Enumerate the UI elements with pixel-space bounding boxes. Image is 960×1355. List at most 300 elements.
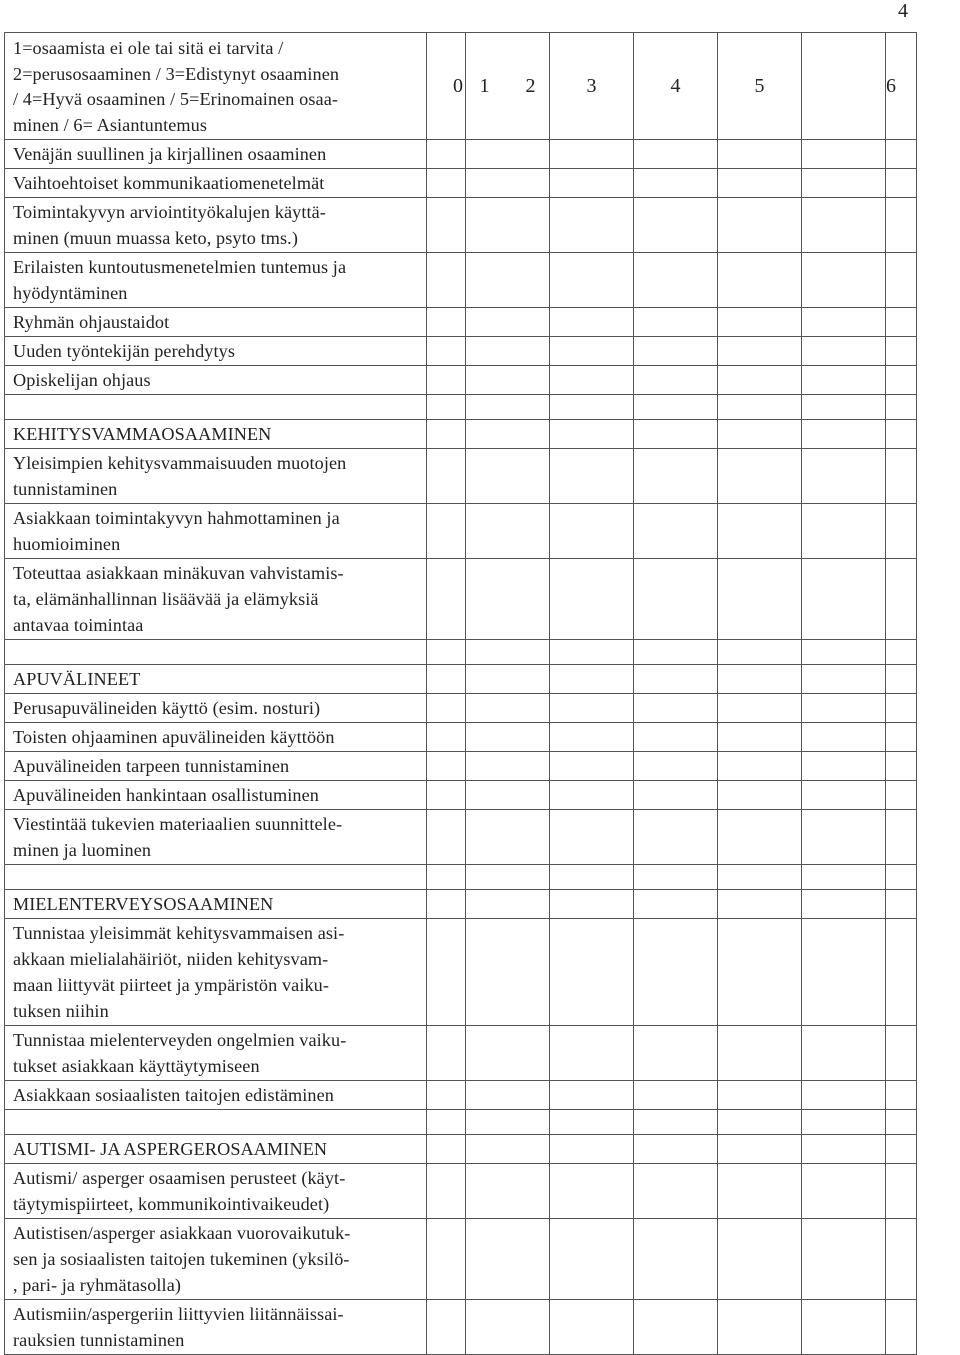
competency-label (5, 337, 427, 366)
competency-rating-cell[interactable] (466, 1026, 550, 1081)
section-rating-cell[interactable] (550, 665, 634, 694)
spacer-rating-cell[interactable] (427, 395, 466, 420)
competency-rating-cell[interactable] (802, 781, 886, 810)
competency-rating-cell[interactable] (427, 723, 466, 752)
competency-rating-cell[interactable] (550, 1164, 634, 1219)
competency-label (5, 919, 427, 1026)
spacer-rating-cell[interactable] (886, 395, 917, 420)
competency-rating-cell[interactable] (466, 559, 550, 640)
competency-label-line: Tunnistaa mielenterveyden ongelmien vaiku- (13, 1030, 347, 1050)
competency-row (5, 1219, 917, 1300)
competency-rating-cell[interactable] (466, 337, 550, 366)
competency-rating-cell[interactable] (718, 1164, 802, 1219)
competency-row (5, 559, 917, 640)
competency-label-line: rauksien tunnistaminen (13, 1330, 185, 1350)
competency-label (5, 449, 427, 504)
competency-rating-cell[interactable] (886, 449, 917, 504)
spacer-row (5, 865, 917, 890)
competency-rating-cell[interactable] (634, 449, 718, 504)
competency-label-line: Yleisimpien kehitysvammaisuuden muotojen (13, 453, 347, 473)
scale-2: 2 (525, 74, 536, 97)
competency-rating-cell[interactable] (886, 308, 917, 337)
competency-rating-cell[interactable] (886, 1081, 917, 1110)
competency-rating-cell[interactable] (427, 169, 466, 198)
competency-label-line: Toteuttaa asiakkaan minäkuvan vahvistamis- (13, 563, 344, 583)
competency-rating-cell[interactable] (427, 919, 466, 1026)
competency-rating-cell[interactable] (718, 559, 802, 640)
spacer-rating-cell[interactable] (550, 865, 634, 890)
competency-row (5, 1026, 917, 1081)
section-rating-cell[interactable] (802, 665, 886, 694)
competency-row (5, 504, 917, 559)
spacer-rating-cell[interactable] (802, 395, 886, 420)
competency-rating-cell[interactable] (886, 253, 917, 308)
competency-rating-cell[interactable] (634, 140, 718, 169)
competency-label-line: Erilaisten kuntoutusmenetelmien tuntemus ja (13, 257, 347, 277)
spacer-rating-cell[interactable] (718, 865, 802, 890)
competency-rating-cell[interactable] (802, 723, 886, 752)
section-rating-cell[interactable] (718, 665, 802, 694)
competency-rating-cell[interactable] (550, 559, 634, 640)
competency-rating-cell[interactable] (634, 694, 718, 723)
competency-rating-cell[interactable] (718, 140, 802, 169)
competency-rating-cell[interactable] (466, 366, 550, 395)
competency-row (5, 1300, 917, 1355)
competency-rating-cell[interactable] (634, 253, 718, 308)
competency-rating-cell[interactable] (886, 1300, 917, 1355)
legend-line: minen / 6= Asiantuntemus (13, 114, 208, 135)
competency-rating-cell[interactable] (466, 1081, 550, 1110)
spacer-row (5, 1110, 917, 1135)
competency-label-line: Ryhmän ohjaustaidot (13, 312, 170, 332)
competency-rating-cell[interactable] (718, 781, 802, 810)
competency-rating-cell[interactable] (718, 198, 802, 253)
competency-rating-cell[interactable] (550, 1219, 634, 1300)
competency-rating-cell[interactable] (718, 337, 802, 366)
competency-rating-cell[interactable] (466, 810, 550, 865)
competency-label-line: Apuvälineiden hankintaan osallistuminen (13, 785, 319, 805)
section-rating-cell[interactable] (466, 665, 550, 694)
competency-rating-cell[interactable] (802, 1219, 886, 1300)
header-row (5, 33, 917, 140)
competency-rating-cell[interactable] (466, 781, 550, 810)
competency-row (5, 1081, 917, 1110)
competency-label (5, 752, 427, 781)
section-title: KEHITYSVAMMAOSAAMINEN (5, 420, 427, 449)
competency-rating-cell[interactable] (802, 504, 886, 559)
competency-rating-cell[interactable] (802, 694, 886, 723)
competency-rating-cell[interactable] (634, 1219, 718, 1300)
scale-0: 0 (427, 33, 466, 140)
competency-rating-cell[interactable] (886, 752, 917, 781)
spacer-rating-cell[interactable] (802, 640, 886, 665)
competency-rating-cell[interactable] (718, 366, 802, 395)
competency-label (5, 253, 427, 308)
competency-label-line: täytymispiirteet, kommunikointivaikeudet) (13, 1194, 330, 1214)
competency-rating-cell[interactable] (466, 752, 550, 781)
competency-label-line: Autismi/ asperger osaamisen perusteet (käyt- (13, 1168, 346, 1188)
competency-rating-cell[interactable] (550, 1026, 634, 1081)
scale-1: 1 (479, 74, 490, 97)
competency-rating-cell[interactable] (886, 559, 917, 640)
competency-rating-cell[interactable] (550, 752, 634, 781)
competency-rating-cell[interactable] (466, 253, 550, 308)
competency-label (5, 169, 427, 198)
competency-rating-cell[interactable] (550, 253, 634, 308)
competency-rating-cell[interactable] (427, 1219, 466, 1300)
competency-rating-cell[interactable] (634, 1081, 718, 1110)
spacer-rating-cell[interactable] (466, 1110, 550, 1135)
competency-label (5, 723, 427, 752)
competency-label-line: Toimintakyvyn arviointityökalujen käyttä- (13, 202, 326, 222)
section-rating-cell[interactable] (802, 1135, 886, 1164)
competency-rating-cell[interactable] (634, 781, 718, 810)
section-rating-cell[interactable] (634, 665, 718, 694)
competency-rating-cell[interactable] (427, 1026, 466, 1081)
competency-rating-cell[interactable] (718, 752, 802, 781)
competency-rating-cell[interactable] (886, 1219, 917, 1300)
competency-rating-cell[interactable] (550, 449, 634, 504)
spacer-rating-cell[interactable] (634, 395, 718, 420)
competency-label (5, 504, 427, 559)
competency-rating-cell[interactable] (550, 366, 634, 395)
competency-rating-cell[interactable] (634, 919, 718, 1026)
competency-rating-cell[interactable] (718, 723, 802, 752)
competency-rating-cell[interactable] (634, 1026, 718, 1081)
competency-rating-cell[interactable] (550, 781, 634, 810)
competency-label-line: tukset asiakkaan käyttäytymiseen (13, 1056, 260, 1076)
spacer-rating-cell[interactable] (550, 1110, 634, 1135)
competency-rating-cell[interactable] (466, 1164, 550, 1219)
competency-rating-cell[interactable] (802, 1081, 886, 1110)
spacer-rating-cell[interactable] (466, 395, 550, 420)
competency-rating-cell[interactable] (886, 810, 917, 865)
competency-rating-cell[interactable] (427, 198, 466, 253)
competency-rating-cell[interactable] (802, 337, 886, 366)
competency-label-line: tuksen niihin (13, 1001, 109, 1021)
competency-row (5, 366, 917, 395)
competency-rating-cell[interactable] (427, 559, 466, 640)
competency-rating-cell[interactable] (718, 449, 802, 504)
section-title: MIELENTERVEYSOSAAMINEN (5, 890, 427, 919)
competency-rating-cell[interactable] (466, 694, 550, 723)
section-rating-cell[interactable] (634, 420, 718, 449)
competency-label (5, 366, 427, 395)
competency-rating-cell[interactable] (634, 810, 718, 865)
competency-rating-cell[interactable] (550, 198, 634, 253)
competency-rating-cell[interactable] (427, 337, 466, 366)
competency-rating-cell[interactable] (634, 198, 718, 253)
competency-rating-cell[interactable] (718, 1026, 802, 1081)
spacer-rating-cell[interactable] (466, 640, 550, 665)
competency-rating-cell[interactable] (802, 449, 886, 504)
competency-label-line: sen ja sosiaalisten taitojen tukeminen (yksilö- (13, 1249, 350, 1269)
scale-3: 3 (550, 33, 634, 140)
competency-row (5, 723, 917, 752)
competency-rating-cell[interactable] (466, 1300, 550, 1355)
competency-row (5, 140, 917, 169)
competency-label (5, 308, 427, 337)
section-rating-cell[interactable] (718, 1135, 802, 1164)
competency-rating-cell[interactable] (802, 1026, 886, 1081)
competency-label-line: Opiskelijan ohjaus (13, 370, 151, 390)
competency-rating-cell[interactable] (466, 449, 550, 504)
competency-rating-cell[interactable] (802, 919, 886, 1026)
spacer-rating-cell[interactable] (634, 1110, 718, 1135)
competency-rating-cell[interactable] (802, 169, 886, 198)
competency-rating-cell[interactable] (550, 723, 634, 752)
section-header-row (5, 665, 917, 694)
section-rating-cell[interactable] (466, 1135, 550, 1164)
spacer-rating-cell[interactable] (550, 395, 634, 420)
competency-rating-cell[interactable] (802, 198, 886, 253)
competency-rating-cell[interactable] (550, 504, 634, 559)
competency-row (5, 253, 917, 308)
competency-rating-cell[interactable] (802, 366, 886, 395)
competency-rating-cell[interactable] (427, 308, 466, 337)
competency-label (5, 810, 427, 865)
competency-rating-cell[interactable] (550, 1300, 634, 1355)
competency-rating-cell[interactable] (427, 504, 466, 559)
competency-row (5, 337, 917, 366)
competency-rating-cell[interactable] (466, 504, 550, 559)
competency-label (5, 694, 427, 723)
competency-rating-cell[interactable] (550, 1081, 634, 1110)
competency-rating-cell[interactable] (427, 1300, 466, 1355)
competency-rating-cell[interactable] (550, 694, 634, 723)
competency-rating-cell[interactable] (886, 694, 917, 723)
competency-rating-cell[interactable] (634, 1164, 718, 1219)
competency-label-line: minen (muun muassa keto, psyto tms.) (13, 228, 298, 248)
competency-rating-cell[interactable] (550, 810, 634, 865)
section-rating-cell[interactable] (466, 890, 550, 919)
competency-label-line: akkaan mielialahäiriöt, niiden kehitysvam- (13, 949, 329, 969)
competency-row (5, 810, 917, 865)
competency-label (5, 781, 427, 810)
legend-line: 2=perusosaaminen / 3=Edistynyt osaaminen (13, 63, 340, 84)
competency-rating-cell[interactable] (634, 337, 718, 366)
competency-rating-cell[interactable] (466, 169, 550, 198)
competency-rating-cell[interactable] (427, 253, 466, 308)
spacer-rating-cell[interactable] (427, 640, 466, 665)
competency-rating-cell[interactable] (634, 366, 718, 395)
scale-6-spacer (802, 33, 886, 140)
competency-row (5, 919, 917, 1026)
competency-rating-cell[interactable] (718, 169, 802, 198)
section-rating-cell[interactable] (634, 1135, 718, 1164)
competency-rating-cell[interactable] (427, 140, 466, 169)
competency-rating-table (4, 32, 917, 1355)
spacer-rating-cell[interactable] (427, 865, 466, 890)
spacer-rating-cell[interactable] (886, 640, 917, 665)
competency-label-line: Perusapuvälineiden käyttö (esim. nosturi) (13, 698, 321, 718)
competency-label-line: Apuvälineiden tarpeen tunnistaminen (13, 756, 290, 776)
competency-row (5, 169, 917, 198)
competency-label-line: Vaihtoehtoiset kommunikaatiomenetelmät (13, 173, 325, 193)
scale-4: 4 (634, 33, 718, 140)
competency-rating-cell[interactable] (802, 810, 886, 865)
section-rating-cell[interactable] (466, 420, 550, 449)
competency-label-line: Autismiin/aspergeriin liittyvien liitännäissai- (13, 1304, 344, 1324)
competency-rating-cell[interactable] (802, 1300, 886, 1355)
section-rating-cell[interactable] (886, 1135, 917, 1164)
competency-rating-cell[interactable] (550, 919, 634, 1026)
section-rating-cell[interactable] (427, 890, 466, 919)
competency-rating-cell[interactable] (550, 140, 634, 169)
spacer-rating-cell[interactable] (634, 865, 718, 890)
spacer-rating-cell[interactable] (886, 1110, 917, 1135)
spacer-rating-cell[interactable] (718, 1110, 802, 1135)
competency-row (5, 308, 917, 337)
competency-rating-cell[interactable] (550, 308, 634, 337)
competency-rating-cell[interactable] (886, 169, 917, 198)
competency-rating-cell[interactable] (886, 781, 917, 810)
competency-row (5, 198, 917, 253)
competency-label-line: hyödyntäminen (13, 283, 128, 303)
competency-rating-cell[interactable] (802, 752, 886, 781)
competency-label (5, 1081, 427, 1110)
spacer-rating-cell[interactable] (886, 865, 917, 890)
spacer-rating-cell[interactable] (718, 395, 802, 420)
competency-rating-cell[interactable] (466, 308, 550, 337)
competency-rating-cell[interactable] (718, 253, 802, 308)
competency-rating-cell[interactable] (550, 169, 634, 198)
competency-rating-cell[interactable] (802, 308, 886, 337)
competency-rating-cell[interactable] (550, 337, 634, 366)
section-rating-cell[interactable] (886, 665, 917, 694)
competency-rating-cell[interactable] (886, 337, 917, 366)
competency-rating-cell[interactable] (802, 253, 886, 308)
rating-legend (5, 33, 427, 140)
competency-rating-cell[interactable] (886, 1164, 917, 1219)
competency-label-line: Toisten ohjaaminen apuvälineiden käyttöön (13, 727, 335, 747)
competency-rating-cell[interactable] (886, 723, 917, 752)
section-rating-cell[interactable] (550, 1135, 634, 1164)
section-rating-cell[interactable] (427, 420, 466, 449)
spacer-row (5, 395, 917, 420)
section-header-row (5, 420, 917, 449)
competency-rating-cell[interactable] (634, 169, 718, 198)
competency-rating-cell[interactable] (466, 1219, 550, 1300)
section-rating-cell[interactable] (427, 1135, 466, 1164)
competency-label-line: , pari- ja ryhmätasolla) (13, 1275, 182, 1295)
spacer-rating-cell[interactable] (427, 1110, 466, 1135)
spacer-rating-cell[interactable] (550, 640, 634, 665)
competency-label (5, 559, 427, 640)
competency-row (5, 781, 917, 810)
legend-line: 1=osaamista ei ole tai sitä ei tarvita / (13, 38, 284, 58)
competency-rating-cell[interactable] (802, 140, 886, 169)
competency-label (5, 198, 427, 253)
table-body (5, 33, 917, 1355)
spacer-rating-cell[interactable] (718, 640, 802, 665)
competency-rating-cell[interactable] (886, 504, 917, 559)
competency-rating-cell[interactable] (427, 752, 466, 781)
section-rating-cell[interactable] (550, 890, 634, 919)
competency-rating-cell[interactable] (466, 198, 550, 253)
competency-rating-cell[interactable] (634, 308, 718, 337)
competency-rating-cell[interactable] (427, 1081, 466, 1110)
competency-rating-cell[interactable] (718, 504, 802, 559)
section-rating-cell[interactable] (802, 890, 886, 919)
section-rating-cell[interactable] (634, 890, 718, 919)
competency-row (5, 694, 917, 723)
competency-rating-cell[interactable] (886, 919, 917, 1026)
section-rating-cell[interactable] (718, 420, 802, 449)
section-header-row (5, 890, 917, 919)
competency-rating-cell[interactable] (427, 694, 466, 723)
competency-row (5, 752, 917, 781)
competency-rating-cell[interactable] (886, 198, 917, 253)
legend-line: / 4=Hyvä osaaminen / 5=Erinomainen osaa- (13, 89, 339, 109)
competency-rating-cell[interactable] (427, 781, 466, 810)
competency-label-line: minen ja luominen (13, 840, 152, 860)
competency-rating-cell[interactable] (634, 723, 718, 752)
competency-rating-cell[interactable] (634, 1300, 718, 1355)
spacer-cell (5, 640, 427, 665)
competency-label-line: maan liittyvät piirteet ja ympäristön vaiku- (13, 975, 330, 995)
section-rating-cell[interactable] (718, 890, 802, 919)
competency-label-line: Venäjän suullinen ja kirjallinen osaaminen (13, 144, 327, 164)
competency-rating-cell[interactable] (802, 1164, 886, 1219)
competency-rating-cell[interactable] (802, 559, 886, 640)
competency-rating-cell[interactable] (886, 1026, 917, 1081)
section-rating-cell[interactable] (427, 665, 466, 694)
section-rating-cell[interactable] (802, 420, 886, 449)
scale-5: 5 (718, 33, 802, 140)
competency-rating-cell[interactable] (427, 366, 466, 395)
competency-label (5, 1300, 427, 1355)
competency-rating-cell[interactable] (886, 140, 917, 169)
spacer-row (5, 640, 917, 665)
competency-rating-cell[interactable] (718, 1219, 802, 1300)
competency-label (5, 1164, 427, 1219)
spacer-rating-cell[interactable] (802, 1110, 886, 1135)
spacer-rating-cell[interactable] (802, 865, 886, 890)
competency-rating-cell[interactable] (427, 449, 466, 504)
competency-rating-cell[interactable] (718, 810, 802, 865)
competency-rating-cell[interactable] (427, 1164, 466, 1219)
competency-label (5, 1219, 427, 1300)
competency-rating-cell[interactable] (634, 504, 718, 559)
competency-rating-cell[interactable] (466, 140, 550, 169)
competency-rating-cell[interactable] (718, 1300, 802, 1355)
competency-label-line: ta, elämänhallinnan lisäävää ja elämyksiä (13, 589, 319, 609)
competency-rating-cell[interactable] (718, 694, 802, 723)
competency-rating-cell[interactable] (466, 723, 550, 752)
spacer-rating-cell[interactable] (634, 640, 718, 665)
competency-rating-cell[interactable] (466, 919, 550, 1026)
section-rating-cell[interactable] (550, 420, 634, 449)
competency-rating-cell[interactable] (634, 752, 718, 781)
competency-rating-cell[interactable] (718, 1081, 802, 1110)
competency-rating-cell[interactable] (634, 559, 718, 640)
spacer-rating-cell[interactable] (466, 865, 550, 890)
competency-label-line: huomioiminen (13, 534, 121, 554)
competency-label-line: Asiakkaan toimintakyvyn hahmottaminen ja (13, 508, 340, 528)
spacer-cell (5, 865, 427, 890)
section-rating-cell[interactable] (886, 420, 917, 449)
competency-rating-cell[interactable] (718, 919, 802, 1026)
section-rating-cell[interactable] (886, 890, 917, 919)
competency-label-line: Tunnistaa yleisimmät kehitysvammaisen asi- (13, 923, 345, 943)
competency-label-line: Asiakkaan sosiaalisten taitojen edistäminen (13, 1085, 334, 1105)
competency-rating-cell[interactable] (886, 366, 917, 395)
competency-rating-cell[interactable] (427, 810, 466, 865)
competency-rating-cell[interactable] (718, 308, 802, 337)
competency-label-line: Viestintää tukevien materiaalien suunnittele- (13, 814, 343, 834)
section-header-row (5, 1135, 917, 1164)
